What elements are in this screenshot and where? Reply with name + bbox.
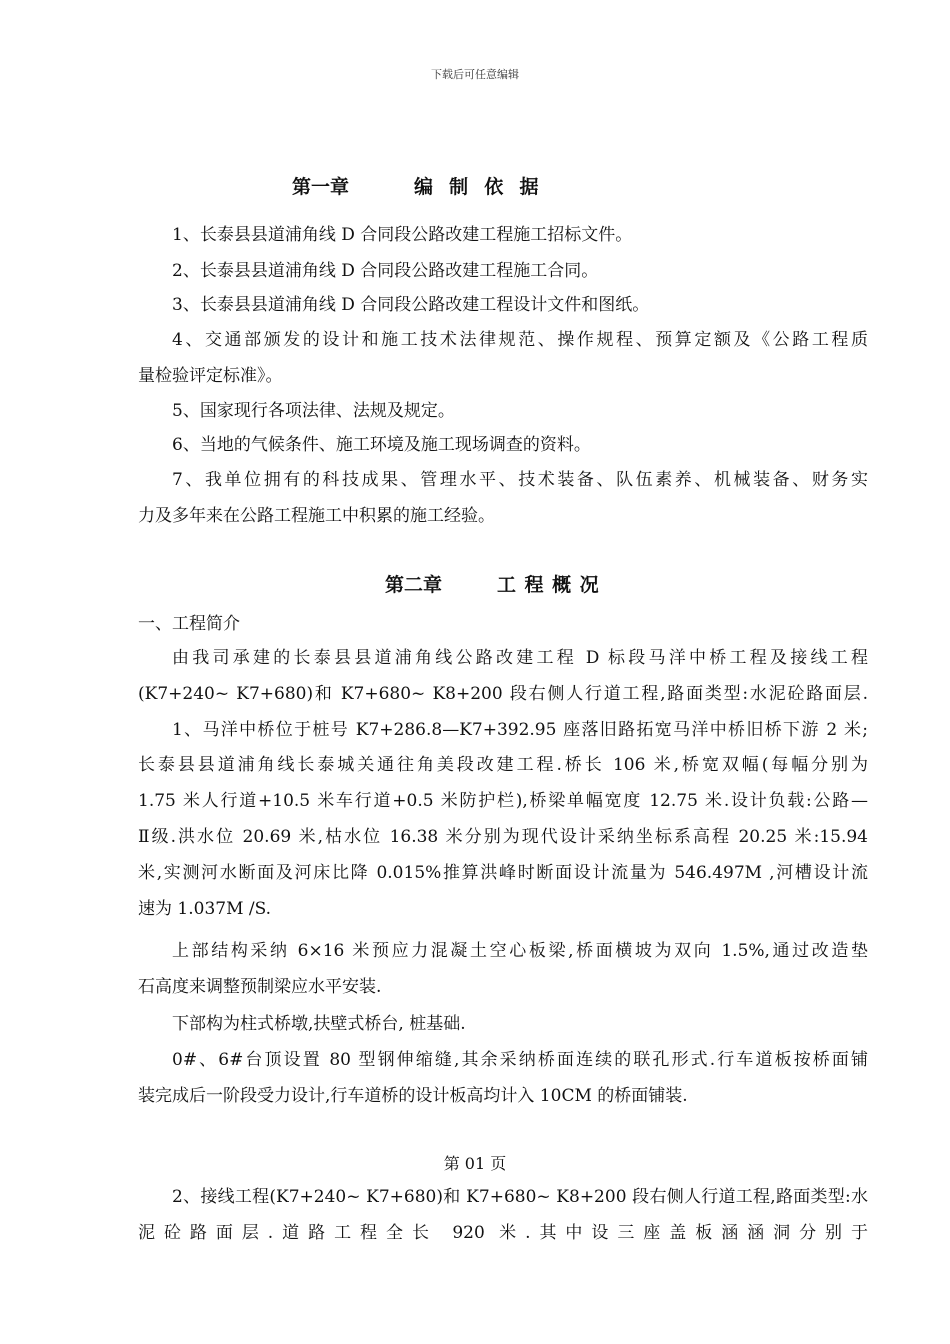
expansion-joint-line-1: 0#、6#台顶设置 80 型钢伸缩缝,其余采纳桥面连续的联孔形式.行车道板按桥面铺 (172, 1050, 868, 1070)
bridge-line-2: 长泰县县道浦角线长泰城关通往角美段改建工程.桥长 106 米,桥宽双幅(每幅分别为 (138, 755, 868, 775)
expansion-joint-line-2: 装完成后一阶段受力设计,行车道桥的设计板高均计入 10CM 的桥面铺装. (138, 1086, 688, 1106)
approach-line-2: 泥砼路面层.道路工程全长 920 米.其中设三座盖板涵涵洞分别于 (138, 1223, 868, 1243)
basis-item-4: 4、交通部颁发的设计和施工技术法律规范、操作规程、预算定额及《公路工程质 (172, 330, 868, 350)
basis-item-4-cont: 量检验评定标准》。 (138, 366, 283, 386)
approach-line-1: 2、接线工程(K7+240~ K7+680)和 K7+680~ K8+200 段右侧人行道工程,路面类型:水 (172, 1187, 868, 1207)
bridge-line-4: Ⅱ级.洪水位 20.69 米,枯水位 16.38 米分别为现代设计采纳坐标系高程 20.25 米:15.94 (138, 827, 868, 847)
basis-item-7-cont: 力及多年来在公路工程施工中积累的施工经验。 (138, 506, 495, 526)
chapter-2-title: 工程概况 (497, 574, 608, 596)
chapter-1-number: 第一章 (292, 176, 350, 198)
bridge-line-5: 米,实测河水断面及河床比降 0.015%推算洪峰时断面设计流量为 546.497M ,河槽设计流 (138, 863, 868, 883)
superstructure-line-2: 石高度来调整预制梁应水平安装. (138, 977, 382, 997)
chapter-1-title: 编制依据 (414, 176, 555, 198)
basis-item-2: 2、长泰县县道浦角线 D 合同段公路改建工程施工合同。 (172, 261, 599, 281)
basis-item-5: 5、国家现行各项法律、法规及规定。 (172, 401, 455, 421)
basis-item-6: 6、当地的气候条件、施工环境及施工现场调查的资料。 (172, 435, 591, 455)
basis-item-3: 3、长泰县县道浦角线 D 合同段公路改建工程设计文件和图纸。 (172, 295, 650, 315)
substructure-line: 下部构为柱式桥墩,扶壁式桥台, 桩基础. (172, 1014, 466, 1034)
bridge-line-1: 1、马洋中桥位于桩号 K7+286.8—K7+392.95 座落旧路拓宽马洋中桥旧桥下游 2 米; (172, 720, 868, 740)
chapter-2-number: 第二章 (385, 574, 443, 596)
basis-item-1: 1、长泰县县道浦角线 D 合同段公路改建工程施工招标文件。 (172, 225, 633, 245)
overview-line-2: (K7+240~ K7+680)和 K7+680~ K8+200 段右侧人行道工程,路面类型:水泥砼路面层. (138, 684, 868, 704)
page-number: 第 01 页 (443, 1154, 507, 1173)
superstructure-line-1: 上部结构采纳 6×16 米预应力混凝土空心板梁,桥面横坡为双向 1.5%,通过改造垫 (172, 941, 868, 961)
bridge-line-6: 速为 1.037M /S. (138, 899, 272, 919)
page-header-note: 下载后可任意编辑 (431, 68, 519, 81)
overview-line-1: 由我司承建的长泰县县道浦角线公路改建工程 D 标段马洋中桥工程及接线工程 (172, 648, 868, 668)
bridge-line-3: 1.75 米人行道+10.5 米车行道+0.5 米防护栏),桥梁单幅宽度 12.75 米.设计负载:公路— (138, 791, 868, 811)
basis-item-7: 7、我单位拥有的科技成果、管理水平、技术装备、队伍素养、机械装备、财务实 (172, 470, 868, 490)
section-heading-overview: 一、工程简介 (138, 614, 240, 634)
